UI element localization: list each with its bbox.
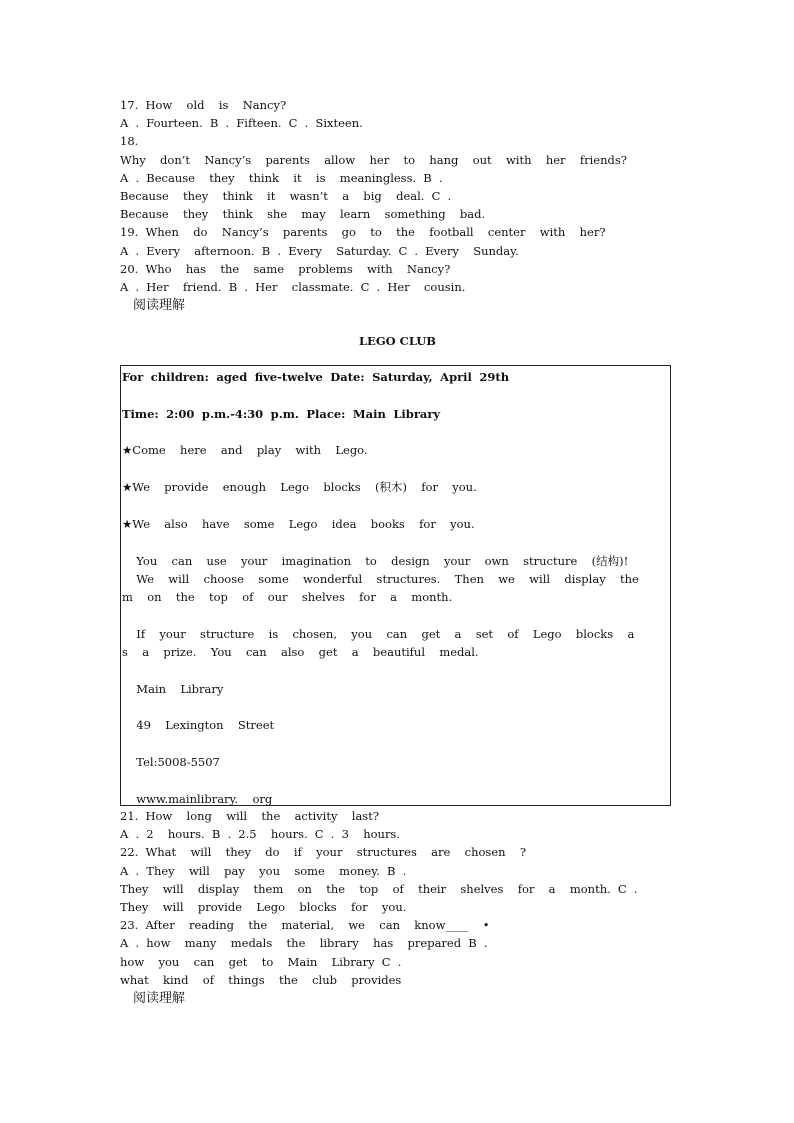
question-17-stem: 17. How old is Nancy? — [120, 98, 287, 112]
question-21-options: A . 2 hours. B . 2.5 hours. C . 3 hours. — [120, 827, 400, 842]
notice-website: www.mainlibrary. org — [122, 791, 273, 806]
question-19-options: A . Every afternoon. B . Every Saturday. C . Every Sunday. — [120, 243, 519, 258]
question-18-options-line: Because they think she may learn something bad. — [120, 207, 486, 222]
question-19-stem: 19. When do Nancy’s parents go to the football center with her? — [120, 225, 606, 240]
notice-bullet: ★Come here and play with Lego. — [122, 443, 368, 458]
question-21-stem: 21. How long will the activity last? — [120, 809, 379, 824]
question-20-stem: 20. Who has the same problems with Nancy? — [120, 261, 451, 276]
notice-paragraph-line: s a prize. You can also get a beautiful medal. — [122, 645, 479, 660]
question-18-stem: Why don’t Nancy’s parents allow her to hang out with her friends? — [120, 152, 627, 167]
question-18-options-line: Because they think it wasn’t a big deal. C . — [120, 188, 452, 203]
document-page — [120, 96, 675, 1008]
notice-telephone: Tel:5008-5507 — [122, 755, 220, 770]
notice-paragraph-line: You can use your imagination to design your own structure (结构)! — [122, 553, 629, 568]
notice-bullet: ★We provide enough Lego blocks (积木) for you. — [122, 480, 477, 495]
notice-address: 49 Lexington Street — [122, 718, 275, 733]
question-22-options-line: They will provide Lego blocks for you. — [120, 900, 407, 914]
notice-paragraph-line: If your structure is chosen, you can get a set of Lego blocks a — [122, 626, 635, 641]
notice-title: LEGO CLUB — [358, 334, 437, 349]
question-22-stem: 22. What will they do if your structures are chosen ? — [120, 845, 527, 860]
notice-audience-date: For children: aged five-twelve Date: Saturday, April 29th — [122, 370, 510, 385]
section-label-reading: 阅读理解 — [133, 298, 186, 314]
question-23-options-line: A . how many medals the library has prepared B . — [120, 936, 488, 951]
notice-box — [120, 365, 671, 806]
question-18-options-line: A . Because they think it is meaningless. B . — [120, 170, 443, 185]
question-23-options-line: how you can get to Main Library C . — [120, 954, 402, 969]
notice-paragraph-line: m on the top of our shelves for a month. — [122, 590, 453, 605]
question-23-stem: 23. After reading the material, we can know____ • — [120, 918, 490, 933]
section-label-reading: 阅读理解 — [133, 990, 186, 1006]
question-22-options-line: A . They will pay you some money. B . — [120, 863, 407, 878]
notice-bullet: ★We also have some Lego idea books for you. — [122, 516, 475, 531]
question-20-options: A . Her friend. B . Her classmate. C . Her cousin. — [120, 279, 466, 294]
question-18-number: 18. — [120, 134, 139, 149]
question-17-options: A . Fourteen. B . Fifteen. C . Sixteen. — [120, 116, 363, 131]
notice-time-place: Time: 2:00 p.m.-4:30 p.m. Place: Main Library — [122, 406, 441, 421]
question-23-options-line: what kind of things the club provides — [120, 972, 402, 987]
question-22-options-line: They will display them on the top of their shelves for a month. C . — [120, 881, 638, 896]
notice-library-name: Main Library — [122, 681, 224, 696]
notice-paragraph-line: We will choose some wonderful structures. Then we will display the — [122, 571, 639, 586]
